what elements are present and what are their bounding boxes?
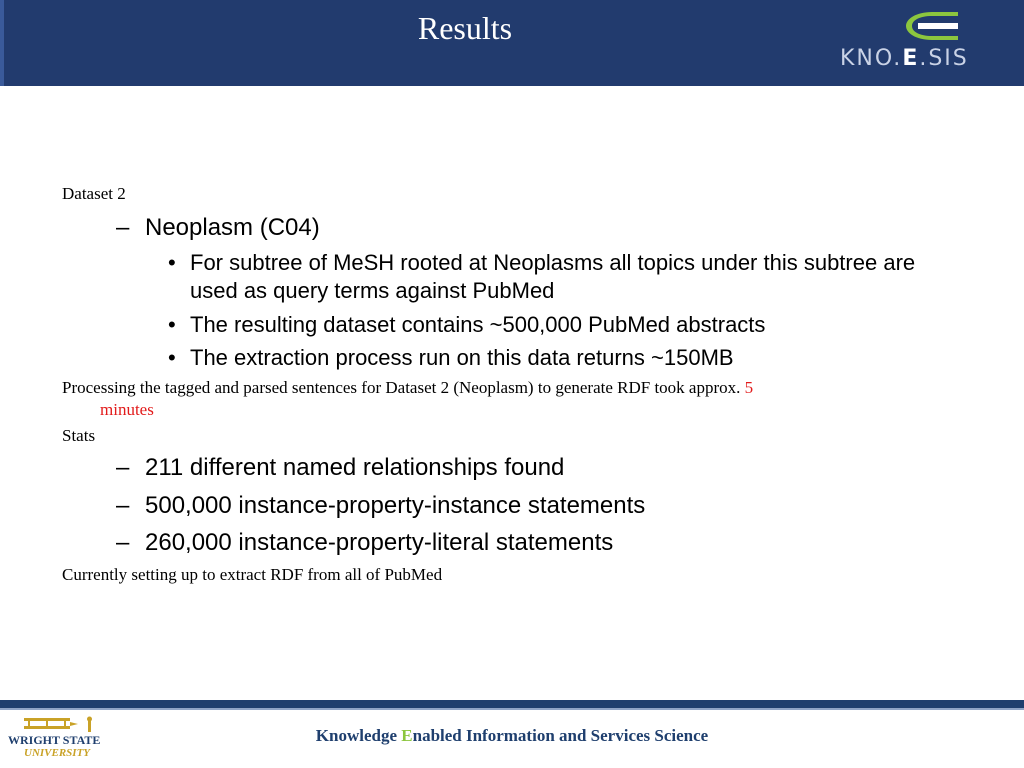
logo-text-e: E <box>902 46 920 71</box>
stats-item-label: 211 different named relationships found <box>145 454 565 481</box>
tagline-prefix: Knowledge <box>315 726 402 745</box>
stats-item-2 <box>116 491 645 521</box>
neoplasm-item <box>116 213 320 243</box>
neoplasm-bullet-text: For subtree of MeSH rooted at Neoplasms all topics under this subtree are used as query terms against PubMed <box>190 250 916 303</box>
university-name: WRIGHT STATE <box>8 733 101 747</box>
knoesis-logo-text <box>840 44 1010 74</box>
dash-bullet: – <box>116 492 130 519</box>
bullet-dot: • <box>168 345 176 370</box>
stats-item-3 <box>116 528 613 558</box>
stats-item-label: 500,000 instance-property-instance statements <box>145 492 646 519</box>
dataset-heading: Dataset 2 <box>62 184 126 203</box>
dash-bullet: – <box>116 214 130 241</box>
knoesis-e-logo-icon <box>888 8 968 44</box>
dash-bullet: – <box>116 454 130 481</box>
neoplasm-bullet-1 <box>168 249 928 305</box>
processing-highlight-unit: minutes <box>100 400 154 419</box>
neoplasm-bullet-3 <box>168 344 928 372</box>
neoplasm-bullet-2 <box>168 311 928 339</box>
slide-title: Results <box>417 10 513 46</box>
dash-bullet: – <box>116 529 130 556</box>
stats-heading: Stats <box>62 426 96 445</box>
neoplasm-bullet-text: The resulting dataset contains ~500,000 PubMed abstracts <box>190 312 766 337</box>
university-subtitle: UNIVERSITY <box>24 747 91 759</box>
logo-text-suffix: .SIS <box>919 46 969 71</box>
processing-highlight-number: 5 <box>744 378 754 397</box>
closing-line: Currently setting up to extract RDF from all of PubMed <box>62 565 443 584</box>
stats-item-1 <box>116 453 564 483</box>
tagline-suffix: nabled Information and Services Science <box>412 726 709 745</box>
neoplasm-item-label: Neoplasm (C04) <box>145 214 320 241</box>
processing-line <box>62 377 753 398</box>
stats-item-label: 260,000 instance-property-literal statements <box>145 529 614 556</box>
neoplasm-bullet-text: The extraction process run on this data returns ~150MB <box>190 345 734 370</box>
bullet-dot: • <box>168 250 176 275</box>
tagline-accent: E <box>401 726 413 745</box>
logo-text-prefix: KNO. <box>840 46 903 71</box>
footer-divider-thin <box>0 708 1024 710</box>
bullet-dot: • <box>168 312 176 337</box>
footer-tagline <box>0 724 1024 748</box>
footer-divider <box>0 700 1024 708</box>
processing-text: Processing the tagged and parsed sentences for Dataset 2 (Neoplasm) to generate RDF took approx. <box>62 378 741 397</box>
